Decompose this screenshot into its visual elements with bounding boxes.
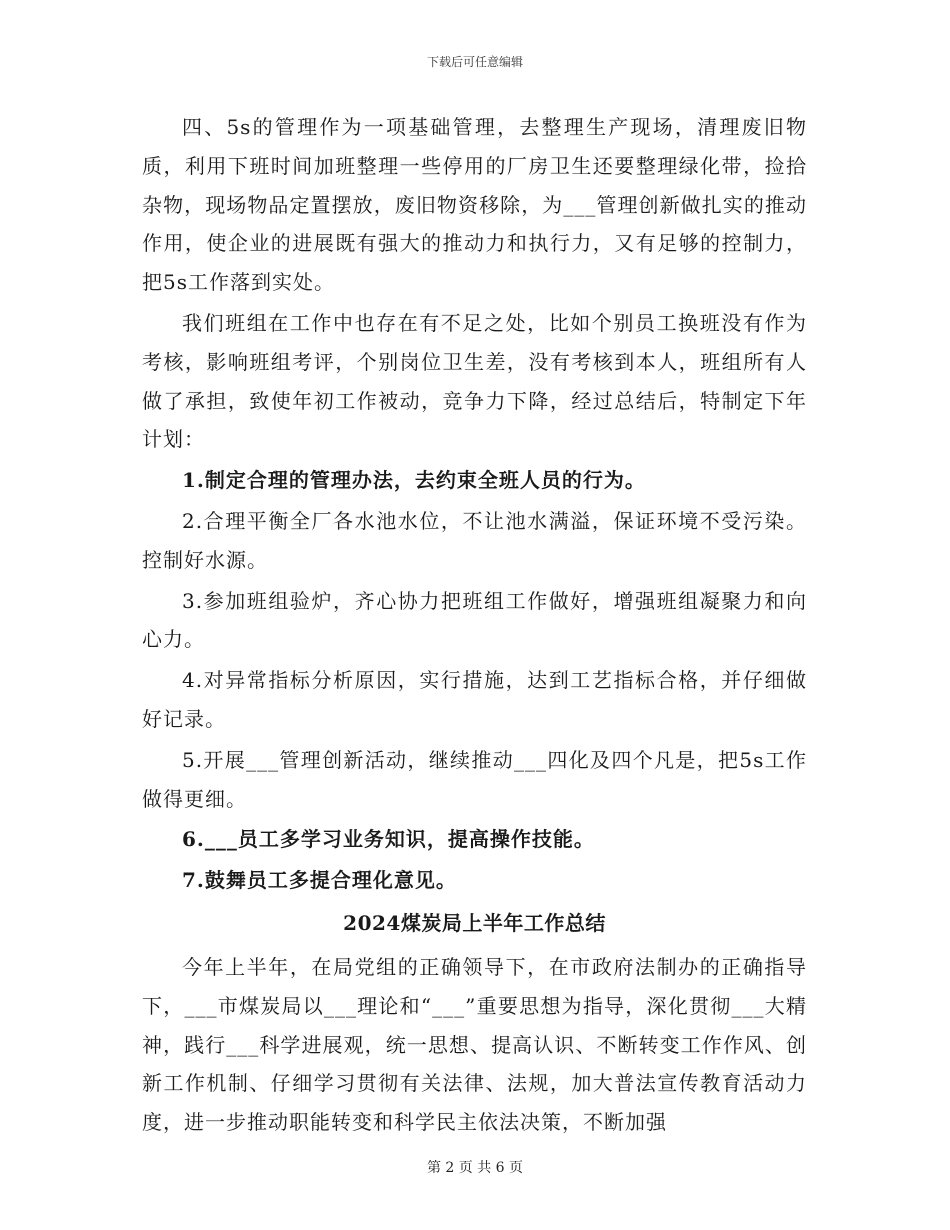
paragraph: 6.___员工多学习业务知识，提高操作技能。 — [182, 827, 595, 852]
paragraph: 我们班组在工作中也存在有不足之处，比如个别员工换班没有作为考核，影响班组考评，个别岗位卫生差，没有考核到本人，班组所有人做了承担，致使年初工作被动，竞争力下降，经过总结后，特制定下年计划： — [142, 310, 807, 452]
document-body — [142, 108, 807, 1144]
paragraph: 2.合理平衡全厂各水池水位，不让池水满溢，保证环境不受污染。控制好水源。 — [142, 508, 807, 572]
paragraph: 今年上半年，在局党组的正确领导下，在市政府法制办的正确指导下，___市煤炭局以___理论和“___”重要思想为指导，深化贯彻___大精神，践行___科学进展观，统一思想、提高认识、不断转变工作作风、创新工作机制、仔细学习贯彻有关法律、法规，加大普法宣传教育活动力度，进一步推动职能转变和科学民主依法决策，不断加强 — [142, 954, 807, 1135]
paragraph: 7.鼓舞员工多提合理化意见。 — [182, 868, 457, 893]
paragraph: 四、5s的管理作为一项基础管理，去整理生产现场，清理废旧物质，利用下班时间加班整理一些停用的厂房卫生还要整理绿化带，捡拾杂物，现场物品定置摆放，废旧物资移除，为___管理创新做扎实的推动作用，使企业的进展既有强大的推动力和执行力，又有足够的控制力，把5s工作落到实处。 — [142, 115, 807, 295]
page-header: 下载后可任意编辑 — [426, 55, 523, 69]
paragraph: 3.参加班组验炉，齐心协力把班组工作做好，增强班组凝聚力和向心力。 — [142, 588, 807, 652]
paragraph: 5.开展___管理创新活动，继续推动___四化及四个凡是，把5s工作做得更细。 — [142, 747, 807, 811]
section-title: 2024煤炭局上半年工作总结 — [343, 910, 606, 935]
paragraph: 1.制定合理的管理办法，去约束全班人员的行为。 — [182, 468, 646, 493]
paragraph: 4.对异常指标分析原因，实行措施，达到工艺指标合格，并仔细做好记录。 — [142, 668, 807, 731]
page-footer: 第 2 页 共 6 页 — [426, 1160, 524, 1176]
bottom-paragraphs — [142, 948, 807, 1142]
top-paragraphs — [142, 108, 807, 900]
